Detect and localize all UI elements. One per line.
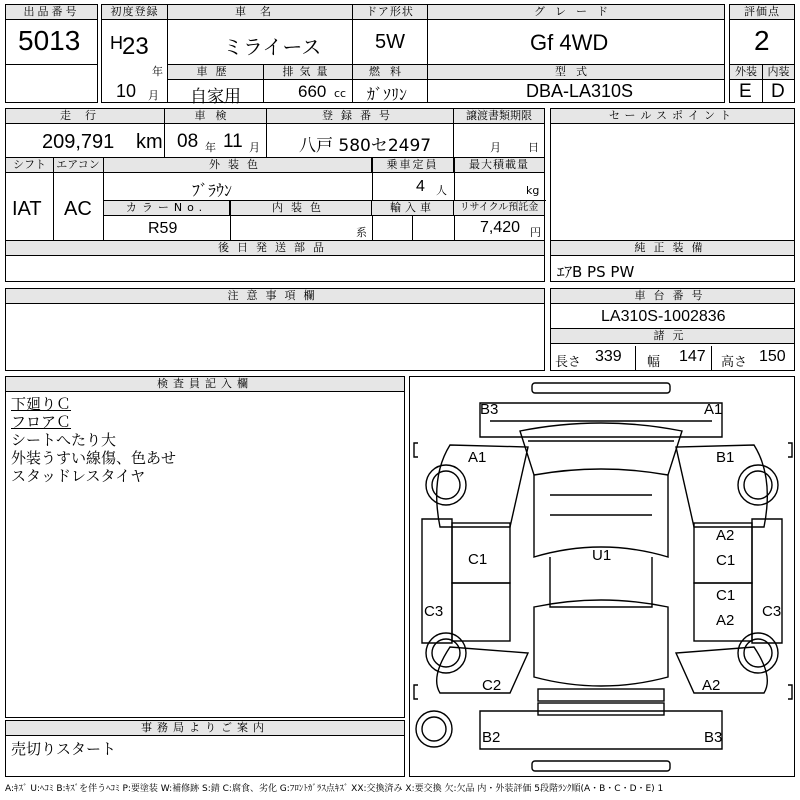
equipment-value: ｴｱB PS PW [557, 263, 635, 281]
damage-u1: U1 [592, 547, 612, 564]
inspection-year: 08 [177, 131, 199, 152]
mileage-label: 走行 [6, 109, 164, 124]
history-label: 車歴 [168, 65, 263, 80]
inspector-label: 検査員記入欄 [6, 377, 404, 392]
car-outline [410, 377, 794, 776]
transfer-month-unit: 月 [490, 141, 501, 154]
inspector-line: フロアＣ [11, 413, 72, 431]
first-reg-label: 初度登録 [102, 5, 167, 20]
damage-c3-right: C3 [762, 603, 782, 620]
transfer-label: 譲渡書類期限 [454, 109, 544, 124]
interior-grade-label: 内装 [763, 65, 794, 80]
first-reg-month-unit: 月 [148, 89, 159, 102]
fuel-label: 燃料 [353, 65, 427, 80]
inspector-line: 外装うすい線傷、色あせ [11, 449, 177, 467]
shift-label: シフト [6, 158, 54, 173]
lot-blank [5, 64, 98, 103]
dims-height: 150 [759, 348, 786, 365]
damage-b2-left: B2 [482, 729, 501, 746]
damage-c1-right-1: C1 [716, 552, 736, 569]
inspector-cell [5, 376, 405, 718]
recycle-unit: 円 [530, 226, 541, 239]
first-reg-year-unit: 年 [152, 65, 163, 78]
later-parts-label: 後日発送部品 [6, 241, 544, 256]
sales-point-cell [550, 108, 795, 241]
damage-b1-right: B1 [716, 449, 735, 466]
displacement-label: 排気量 [264, 65, 352, 80]
history-value: 自家用 [190, 87, 241, 107]
exterior-grade-cell [729, 64, 763, 103]
color-no-label: カラーNo. [104, 201, 230, 216]
office-label: 事務局よりご案内 [6, 721, 404, 736]
history-cell [167, 64, 264, 107]
door-cell [352, 4, 428, 65]
color-no-value: R59 [148, 220, 178, 237]
first-reg-cell [101, 4, 168, 103]
car-name-value: ミライース [223, 35, 322, 59]
car-name-cell [167, 4, 353, 65]
first-reg-year: 23 [122, 33, 149, 60]
displacement-cell [263, 64, 353, 103]
inspection-month: 11 [223, 131, 243, 152]
displacement-unit: cc [334, 87, 347, 100]
legend-text: A:ｷｽﾞ U:ﾍｺﾐ B:ｷｽﾞを伴うﾍｺﾐ P:要塗装 W:補修跡 S:錆 C:腐食、劣化 G:ﾌﾛﾝﾄｶﾞﾗｽ点ｷｽﾞ XX:交換済み X:要交換 欠:欠品 内・外装評価 5段階ﾗﾝｸ順(A・B・C・D・E) 1 [5, 784, 664, 794]
shift-value: IAT [12, 198, 42, 220]
score-label: 評価点 [730, 5, 794, 20]
damage-c1-left: C1 [468, 551, 488, 568]
damage-a1-top: A1 [704, 401, 723, 418]
damage-b3-bottom: B3 [704, 729, 723, 746]
damage-c1-right-2: C1 [716, 587, 736, 604]
first-reg-era: H [110, 33, 123, 53]
aircon-value: AC [64, 198, 92, 220]
damage-a2-right-1: A2 [716, 527, 735, 544]
car-diagram [409, 376, 795, 777]
door-label: ドア形状 [353, 5, 427, 20]
damage-a1-left: A1 [468, 449, 487, 466]
grade-cell [427, 4, 725, 65]
interior-grade-value: D [771, 81, 785, 102]
mileage-cell [5, 108, 165, 158]
mileage-value: 209,791 [42, 131, 115, 153]
lot-number: 5013 [18, 25, 81, 56]
sales-point-label: セールスポイント [551, 109, 794, 124]
fuel-value: ｶﾞｿﾘﾝ [367, 85, 408, 104]
dims-length: 339 [595, 348, 622, 365]
first-reg-month: 10 [116, 81, 137, 101]
inspection-year-unit: 年 [205, 141, 216, 154]
fuel-cell [352, 64, 428, 103]
max-load-label: 最大積載量 [454, 158, 544, 173]
exterior-grade-value: E [739, 81, 752, 102]
int-color-unit: 系 [356, 226, 367, 239]
inspector-line: スタッドレスタイヤ [11, 467, 146, 485]
inspection-month-unit: 月 [249, 141, 260, 154]
model-cell [427, 64, 725, 103]
transfer-cell [453, 108, 545, 158]
registration-value: 八戸 580セ2497 [299, 136, 432, 156]
dims-width-label: 幅 [647, 355, 661, 370]
ext-color-label: 外装色 [104, 158, 372, 173]
inspector-lines [11, 395, 176, 485]
score-value: 2 [754, 25, 770, 56]
chassis-label: 車台番号 [551, 289, 794, 304]
notes-cell [5, 288, 545, 371]
office-value: 売切りスタート [11, 740, 117, 758]
registration-cell [266, 108, 454, 158]
inspection-label: 車検 [165, 109, 266, 124]
inspector-line: 下廻りＣ [11, 395, 72, 413]
recycle-label: リサイクル預託金 [454, 201, 544, 216]
model-value: DBA-LA310S [526, 81, 634, 101]
damage-a2-bottom: A2 [702, 677, 721, 694]
displacement-value: 660 [298, 82, 327, 101]
dims-label: 諸元 [551, 328, 794, 344]
equipment-label: 純正装備 [551, 241, 794, 256]
ext-color-value: ﾌﾞﾗｳﾝ [192, 181, 233, 200]
dims-height-label: 高さ [721, 355, 748, 370]
dims-length-label: 長さ [555, 355, 582, 370]
car-name-label: 車名 [168, 5, 352, 20]
lot-cell [5, 4, 98, 65]
capacity-value: 4 [416, 178, 425, 195]
equipment-cell [550, 240, 795, 282]
mileage-unit: km [136, 131, 163, 153]
lot-label: 出品番号 [6, 5, 97, 20]
damage-c2-left: C2 [482, 677, 502, 694]
score-cell [729, 4, 795, 65]
inspector-line: シートへたり大 [11, 431, 117, 449]
grade-label: グレード [428, 5, 724, 20]
transfer-day-unit: 日 [528, 141, 539, 154]
spec-block [5, 157, 545, 241]
interior-grade-cell [762, 64, 795, 103]
notes-label: 注意事項欄 [6, 289, 544, 304]
damage-a2-right-2: A2 [716, 612, 735, 629]
capacity-label: 乗車定員 [372, 158, 454, 173]
capacity-unit: 人 [436, 184, 447, 197]
chassis-value: LA310S-1002836 [601, 308, 726, 325]
import-label: 輸入車 [372, 201, 454, 216]
top-block [5, 4, 795, 107]
door-value: 5W [375, 31, 405, 53]
office-cell [5, 720, 405, 777]
exterior-grade-label: 外装 [730, 65, 762, 80]
damage-b3-left: B3 [480, 401, 499, 418]
chassis-cell [550, 288, 795, 371]
dims-width: 147 [679, 348, 706, 365]
damage-c3-left: C3 [424, 603, 444, 620]
later-parts-cell [5, 240, 545, 282]
recycle-value: 7,420 [480, 219, 521, 236]
max-load-unit: kg [526, 184, 540, 197]
model-label: 型式 [428, 65, 724, 80]
inspection-cell [164, 108, 267, 158]
registration-label: 登録番号 [267, 109, 453, 124]
grade-value: Gf 4WD [530, 30, 609, 55]
aircon-label: エアコン [53, 158, 104, 173]
int-color-label: 内装色 [230, 201, 372, 216]
